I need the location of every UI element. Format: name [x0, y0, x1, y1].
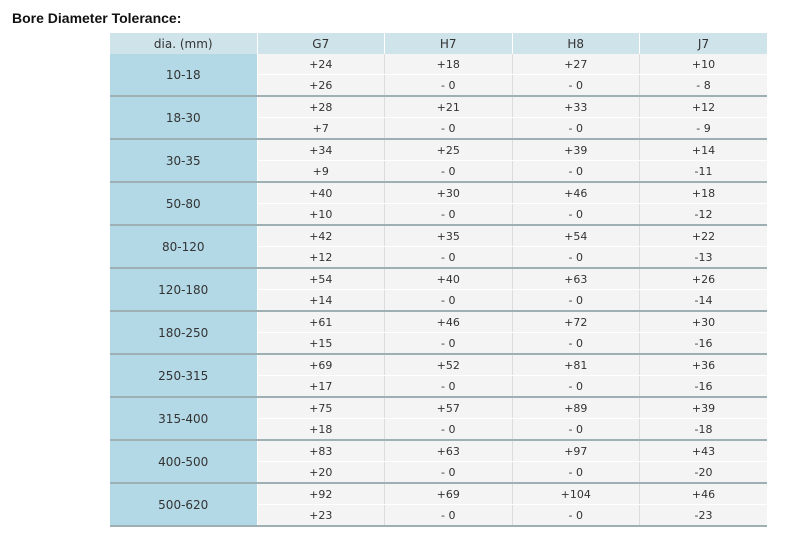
upper-deviation-cell: +36 [640, 354, 768, 376]
lower-deviation-cell: +18 [257, 419, 385, 441]
dia-range-cell: 30-35 [110, 139, 257, 182]
table-body [110, 54, 767, 526]
upper-deviation-cell: +83 [257, 440, 385, 462]
table-row-upper [110, 440, 767, 462]
lower-deviation-cell: - 0 [512, 419, 640, 441]
upper-deviation-cell: +57 [385, 397, 513, 419]
upper-deviation-cell: +30 [385, 182, 513, 204]
lower-deviation-cell: -16 [640, 333, 768, 355]
upper-deviation-cell: +39 [512, 139, 640, 161]
upper-deviation-cell: +63 [385, 440, 513, 462]
dia-range-cell: 400-500 [110, 440, 257, 483]
lower-deviation-cell: - 0 [512, 204, 640, 226]
upper-deviation-cell: +14 [640, 139, 768, 161]
upper-deviation-cell: +42 [257, 225, 385, 247]
lower-deviation-cell: -14 [640, 290, 768, 312]
dia-range-cell: 500-620 [110, 483, 257, 526]
upper-deviation-cell: +75 [257, 397, 385, 419]
lower-deviation-cell: - 8 [640, 75, 768, 97]
dia-range-cell: 315-400 [110, 397, 257, 440]
upper-deviation-cell: +63 [512, 268, 640, 290]
lower-deviation-cell: - 0 [512, 161, 640, 183]
dia-range-cell: 180-250 [110, 311, 257, 354]
upper-deviation-cell: +54 [257, 268, 385, 290]
table-row-upper [110, 139, 767, 161]
table-row-upper [110, 54, 767, 75]
lower-deviation-cell: -13 [640, 247, 768, 269]
lower-deviation-cell: - 0 [512, 376, 640, 398]
lower-deviation-cell: -12 [640, 204, 768, 226]
table-row-upper [110, 268, 767, 290]
lower-deviation-cell: - 9 [640, 118, 768, 140]
upper-deviation-cell: +46 [385, 311, 513, 333]
upper-deviation-cell: +61 [257, 311, 385, 333]
upper-deviation-cell: +25 [385, 139, 513, 161]
lower-deviation-cell: - 0 [385, 290, 513, 312]
upper-deviation-cell: +46 [512, 182, 640, 204]
upper-deviation-cell: +28 [257, 96, 385, 118]
dia-range-cell: 80-120 [110, 225, 257, 268]
lower-deviation-cell: -20 [640, 462, 768, 484]
upper-deviation-cell: +92 [257, 483, 385, 505]
lower-deviation-cell: - 0 [385, 505, 513, 527]
upper-deviation-cell: +54 [512, 225, 640, 247]
lower-deviation-cell: - 0 [512, 118, 640, 140]
lower-deviation-cell: +23 [257, 505, 385, 527]
lower-deviation-cell: -11 [640, 161, 768, 183]
upper-deviation-cell: +39 [640, 397, 768, 419]
table-row-upper [110, 354, 767, 376]
lower-deviation-cell: -18 [640, 419, 768, 441]
upper-deviation-cell: +40 [257, 182, 385, 204]
table-row-upper [110, 311, 767, 333]
header-g7: G7 [257, 33, 385, 54]
lower-deviation-cell: -23 [640, 505, 768, 527]
upper-deviation-cell: +34 [257, 139, 385, 161]
header-h7: H7 [385, 33, 513, 54]
dia-range-cell: 10-18 [110, 54, 257, 96]
lower-deviation-cell: - 0 [512, 333, 640, 355]
lower-deviation-cell: +20 [257, 462, 385, 484]
upper-deviation-cell: +52 [385, 354, 513, 376]
upper-deviation-cell: +21 [385, 96, 513, 118]
lower-deviation-cell: +17 [257, 376, 385, 398]
upper-deviation-cell: +97 [512, 440, 640, 462]
lower-deviation-cell: - 0 [512, 247, 640, 269]
dia-range-cell: 50-80 [110, 182, 257, 225]
upper-deviation-cell: +81 [512, 354, 640, 376]
upper-deviation-cell: +10 [640, 54, 768, 75]
lower-deviation-cell: - 0 [385, 462, 513, 484]
header-dia: dia. (mm) [110, 33, 257, 54]
lower-deviation-cell: - 0 [512, 505, 640, 527]
lower-deviation-cell: +12 [257, 247, 385, 269]
upper-deviation-cell: +30 [640, 311, 768, 333]
upper-deviation-cell: +46 [640, 483, 768, 505]
table-row-upper [110, 182, 767, 204]
dia-range-cell: 250-315 [110, 354, 257, 397]
table-row-upper [110, 225, 767, 247]
upper-deviation-cell: +35 [385, 225, 513, 247]
upper-deviation-cell: +40 [385, 268, 513, 290]
upper-deviation-cell: +18 [385, 54, 513, 75]
header-row [110, 33, 767, 54]
upper-deviation-cell: +33 [512, 96, 640, 118]
lower-deviation-cell: +9 [257, 161, 385, 183]
upper-deviation-cell: +12 [640, 96, 768, 118]
lower-deviation-cell: - 0 [385, 161, 513, 183]
lower-deviation-cell: - 0 [385, 419, 513, 441]
upper-deviation-cell: +89 [512, 397, 640, 419]
upper-deviation-cell: +27 [512, 54, 640, 75]
lower-deviation-cell: +7 [257, 118, 385, 140]
upper-deviation-cell: +24 [257, 54, 385, 75]
lower-deviation-cell: - 0 [385, 118, 513, 140]
table-row-upper [110, 397, 767, 419]
header-j7: J7 [640, 33, 768, 54]
lower-deviation-cell: - 0 [512, 462, 640, 484]
lower-deviation-cell: - 0 [385, 333, 513, 355]
upper-deviation-cell: +104 [512, 483, 640, 505]
lower-deviation-cell: - 0 [512, 290, 640, 312]
tolerance-table [110, 33, 767, 527]
dia-range-cell: 18-30 [110, 96, 257, 139]
lower-deviation-cell: - 0 [385, 75, 513, 97]
lower-deviation-cell: +14 [257, 290, 385, 312]
upper-deviation-cell: +43 [640, 440, 768, 462]
lower-deviation-cell: +15 [257, 333, 385, 355]
lower-deviation-cell: - 0 [385, 204, 513, 226]
lower-deviation-cell: - 0 [385, 376, 513, 398]
table-row-upper [110, 96, 767, 118]
lower-deviation-cell: -16 [640, 376, 768, 398]
upper-deviation-cell: +22 [640, 225, 768, 247]
lower-deviation-cell: - 0 [385, 247, 513, 269]
page-title: Bore Diameter Tolerance: [12, 10, 182, 26]
lower-deviation-cell: - 0 [512, 75, 640, 97]
upper-deviation-cell: +69 [385, 483, 513, 505]
header-h8: H8 [512, 33, 640, 54]
upper-deviation-cell: +69 [257, 354, 385, 376]
upper-deviation-cell: +72 [512, 311, 640, 333]
upper-deviation-cell: +26 [640, 268, 768, 290]
dia-range-cell: 120-180 [110, 268, 257, 311]
upper-deviation-cell: +18 [640, 182, 768, 204]
lower-deviation-cell: +26 [257, 75, 385, 97]
lower-deviation-cell: +10 [257, 204, 385, 226]
table-row-upper [110, 483, 767, 505]
